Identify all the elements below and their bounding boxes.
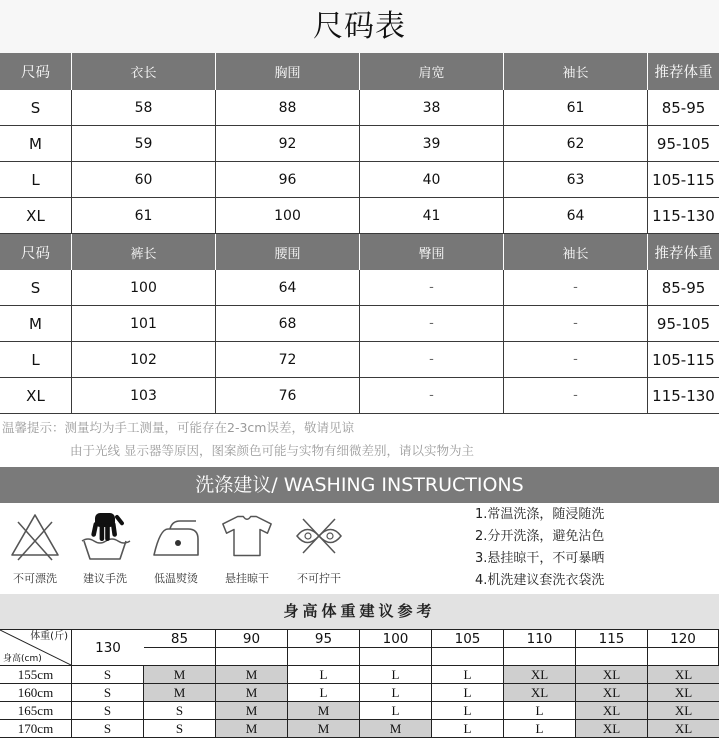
washing-area <box>0 503 719 594</box>
size-cell: S <box>0 90 72 126</box>
size-recommendation-cell: L <box>432 666 504 684</box>
col-header-size: 尺码 <box>0 234 72 270</box>
col-header-weight: 推荐体重 <box>654 245 713 262</box>
pants-header-row <box>0 234 719 270</box>
waist-cell: 76 <box>216 378 360 414</box>
weight-header-subcell <box>216 648 288 666</box>
weight-header-subcell <box>432 648 504 666</box>
size-cell: XL <box>0 378 72 414</box>
hip-cell: - <box>360 306 504 342</box>
height-weight-table <box>0 629 719 738</box>
shoulder-cell: 41 <box>360 198 504 234</box>
sleeve-cell: - <box>504 342 648 378</box>
shoulder-cell: 38 <box>360 90 504 126</box>
col-header-sleeve: 袖长 <box>504 53 648 90</box>
size-recommendation-cell: XL <box>576 666 648 684</box>
hip-cell: - <box>360 378 504 414</box>
wash-label: 不可拧干 <box>297 572 341 585</box>
size-recommendation-cell: XL <box>504 666 576 684</box>
chest-cell: 92 <box>216 126 360 162</box>
size-cell: L <box>0 162 72 198</box>
chest-cell: 100 <box>216 198 360 234</box>
size-recommendation-cell: M <box>144 666 216 684</box>
wash-label: 不可漂洗 <box>13 572 57 585</box>
size-recommendation-cell: M <box>216 684 288 702</box>
size-recommendation-cell: M <box>216 702 288 720</box>
tops-row-l <box>0 162 719 198</box>
wash-label: 悬挂晾干 <box>225 572 269 585</box>
wash-item-no-wring <box>289 503 349 594</box>
instruction-item: 3.悬挂晾干，不可暴晒 <box>475 551 605 566</box>
weight-header-subcell <box>360 648 432 666</box>
hang-dry-shirt-icon <box>221 511 273 561</box>
col-header-waist: 腰围 <box>216 234 360 270</box>
size-cell: L <box>0 342 72 378</box>
size-recommendation-cell: XL <box>648 666 719 684</box>
weight-range-cell: 115-130 <box>648 198 719 234</box>
wash-item-no-bleach <box>5 503 65 594</box>
pants-row-xl <box>0 378 719 414</box>
col-header-hip: 臀围 <box>360 234 504 270</box>
chest-cell: 88 <box>216 90 360 126</box>
size-recommendation-cell: L <box>360 702 432 720</box>
pants-row-l <box>0 342 719 378</box>
washing-instructions-list <box>475 504 604 592</box>
sleeve-cell: 63 <box>504 162 648 198</box>
size-cell: XL <box>0 198 72 234</box>
size-recommendation-cell: S <box>72 684 144 702</box>
size-recommendation-cell: L <box>432 702 504 720</box>
weight-axis-label: 体重(斤) <box>30 631 68 642</box>
hand-wash-icon <box>79 511 131 561</box>
size-recommendation-cell: XL <box>648 684 719 702</box>
page-title: 尺码表 <box>313 9 406 44</box>
waist-cell: 64 <box>216 270 360 306</box>
sleeve-cell: - <box>504 270 648 306</box>
tops-row-xl <box>0 198 719 234</box>
height-cell: 165cm <box>0 702 72 720</box>
weight-range-cell: 95-105 <box>648 306 719 342</box>
wash-item-hang-dry <box>217 503 277 594</box>
weight-header-cell: 115 <box>576 630 648 648</box>
weight-header-subcell <box>648 648 719 666</box>
reference-title-band: 身高体重建议参考 <box>0 594 719 629</box>
instruction-item: 2.分开洗涤，避免沾色 <box>475 529 605 544</box>
pants-length-cell: 100 <box>72 270 216 306</box>
wash-item-low-iron <box>146 503 206 594</box>
length-cell: 60 <box>72 162 216 198</box>
size-recommendation-cell: XL <box>576 720 648 738</box>
weight-range-cell: 115-130 <box>648 378 719 414</box>
tops-size-table <box>0 53 719 234</box>
size-recommendation-cell: M <box>216 720 288 738</box>
pants-length-cell: 101 <box>72 306 216 342</box>
size-recommendation-cell: XL <box>648 702 719 720</box>
diagonal-header-cell <box>0 630 72 666</box>
weight-header-cell: 85 <box>144 630 216 648</box>
wash-label: 建议手洗 <box>83 572 127 585</box>
height-cell: 160cm <box>0 684 72 702</box>
height-cell: 155cm <box>0 666 72 684</box>
weight-range-cell: 105-115 <box>648 342 719 378</box>
wash-item-hand-wash <box>75 503 135 594</box>
shoulder-cell: 39 <box>360 126 504 162</box>
sleeve-cell: 62 <box>504 126 648 162</box>
sleeve-cell: - <box>504 306 648 342</box>
length-cell: 58 <box>72 90 216 126</box>
no-wring-icon <box>293 511 345 561</box>
col-header-chest: 胸围 <box>216 53 360 90</box>
weight-header-subcell <box>576 648 648 666</box>
size-recommendation-cell: M <box>288 702 360 720</box>
tops-row-s <box>0 90 719 126</box>
size-recommendation-cell: M <box>216 666 288 684</box>
tops-row-m <box>0 126 719 162</box>
low-temp-iron-icon <box>150 511 202 561</box>
size-recommendation-cell: S <box>144 702 216 720</box>
weight-header-cell: 120 <box>648 630 719 648</box>
size-recommendation-cell: L <box>504 720 576 738</box>
size-recommendation-cell: L <box>360 666 432 684</box>
instruction-item: 1.常温洗涤，随浸随洗 <box>475 507 605 522</box>
size-recommendation-cell: M <box>288 720 360 738</box>
height-cell: 170cm <box>0 720 72 738</box>
weight-range-cell: 95-105 <box>648 126 719 162</box>
col-header-sleeve: 袖长 <box>504 234 648 270</box>
size-recommendation-cell: L <box>432 720 504 738</box>
pants-row-s <box>0 270 719 306</box>
hip-cell: - <box>360 342 504 378</box>
col-header-pants-length: 裤长 <box>72 234 216 270</box>
size-recommendation-cell: S <box>72 666 144 684</box>
size-recommendation-cell: M <box>360 720 432 738</box>
sleeve-cell: - <box>504 378 648 414</box>
col-header-weight: 推荐体重 <box>654 65 713 81</box>
size-recommendation-cell: XL <box>504 684 576 702</box>
tops-header-row <box>0 53 719 90</box>
size-recommendation-cell: S <box>72 702 144 720</box>
weight-range-cell: 105-115 <box>648 162 719 198</box>
size-recommendation-cell: S <box>144 720 216 738</box>
weight-header-cell: 110 <box>504 630 576 648</box>
length-cell: 61 <box>72 198 216 234</box>
shoulder-cell: 40 <box>360 162 504 198</box>
pants-size-table <box>0 234 719 414</box>
chest-cell: 96 <box>216 162 360 198</box>
weight-header-cell: 105 <box>432 630 504 648</box>
no-bleach-icon <box>9 511 61 561</box>
measurement-note: 温馨提示：测量均为手工测量，可能存在2-3cm误差，敬请见谅 <box>2 420 354 435</box>
pants-length-cell: 103 <box>72 378 216 414</box>
size-recommendation-cell: L <box>504 702 576 720</box>
weight-header-subcell <box>504 648 576 666</box>
size-recommendation-cell: L <box>432 684 504 702</box>
sleeve-cell: 61 <box>504 90 648 126</box>
size-recommendation-cell: L <box>288 666 360 684</box>
height-axis-label: 身高(cm) <box>3 654 42 664</box>
pants-length-cell: 102 <box>72 342 216 378</box>
size-cell: M <box>0 306 72 342</box>
size-cell: S <box>0 270 72 306</box>
col-header-size: 尺码 <box>0 53 72 90</box>
instruction-item: 4.机洗建议套洗衣袋洗 <box>475 573 605 588</box>
title-band <box>0 0 719 53</box>
waist-cell: 68 <box>216 306 360 342</box>
size-recommendation-cell: XL <box>576 702 648 720</box>
col-header-shoulder: 肩宽 <box>360 53 504 90</box>
hip-cell: - <box>360 270 504 306</box>
weight-header-cell: 130 <box>72 630 144 666</box>
size-recommendation-cell: XL <box>648 720 719 738</box>
pants-row-m <box>0 306 719 342</box>
col-header-length: 衣长 <box>72 53 216 90</box>
washing-title-band: 洗涤建议/ WASHING INSTRUCTIONS <box>0 467 719 503</box>
size-recommendation-cell: S <box>72 720 144 738</box>
weight-header-subcell <box>288 648 360 666</box>
size-recommendation-cell: L <box>288 684 360 702</box>
size-cell: M <box>0 126 72 162</box>
size-recommendation-cell: XL <box>576 684 648 702</box>
color-note: 由于光线 显示器等原因，图案颜色可能与实物有细微差别，请以实物为主 <box>70 443 474 458</box>
wash-label: 低温熨烫 <box>154 572 198 585</box>
weight-header-subcell <box>144 648 216 666</box>
waist-cell: 72 <box>216 342 360 378</box>
weight-range-cell: 85-95 <box>648 90 719 126</box>
size-recommendation-cell: M <box>144 684 216 702</box>
weight-range-cell: 85-95 <box>648 270 719 306</box>
size-recommendation-cell: L <box>360 684 432 702</box>
weight-header-cell: 90 <box>216 630 288 648</box>
weight-header-cell: 100 <box>360 630 432 648</box>
length-cell: 59 <box>72 126 216 162</box>
weight-header-cell: 95 <box>288 630 360 648</box>
sleeve-cell: 64 <box>504 198 648 234</box>
